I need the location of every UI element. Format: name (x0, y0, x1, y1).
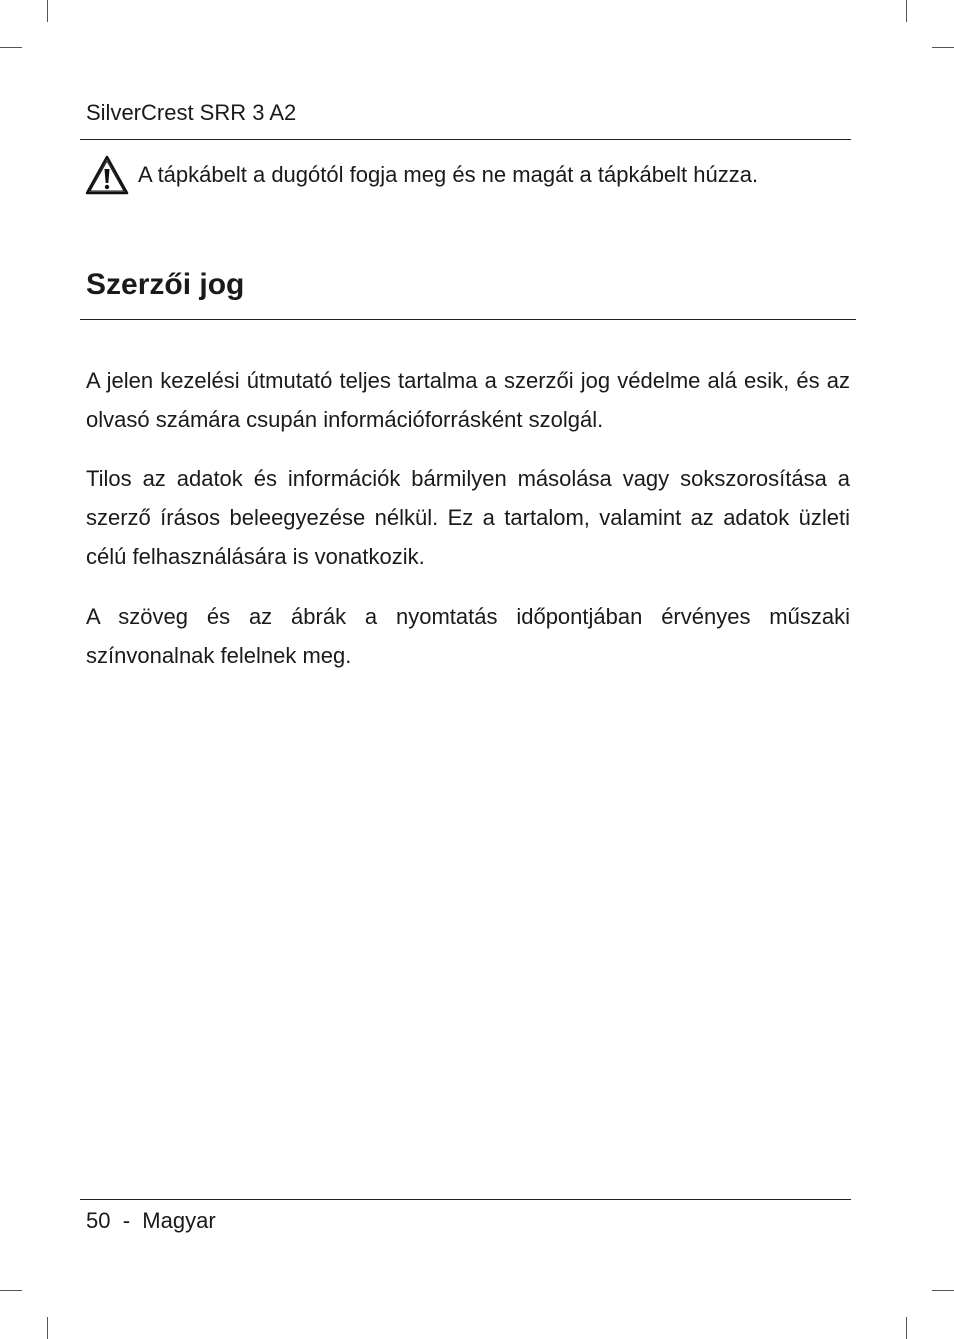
header-rule (80, 139, 851, 140)
footer-rule (80, 1199, 851, 1200)
section-rule (80, 319, 856, 320)
crop-mark (0, 1290, 22, 1291)
warning-notice (84, 154, 758, 196)
page-footer (86, 1208, 216, 1234)
crop-mark (932, 1290, 954, 1291)
crop-mark (47, 1317, 48, 1339)
paragraph: A szöveg és az ábrák a nyomtatás időpontjában érvényes műszaki színvonalnak felelnek meg. (86, 604, 850, 668)
warning-triangle-icon (84, 154, 130, 196)
header-product-name: SilverCrest SRR 3 A2 (86, 100, 297, 125)
footer-separator: - (122, 1208, 131, 1233)
crop-mark (906, 0, 907, 22)
warning-text: A tápkábelt a dugótól fogja meg és ne magát a tápkábelt húzza. (138, 162, 759, 187)
crop-mark (0, 47, 22, 48)
footer-language: Magyar (142, 1208, 216, 1233)
crop-mark (906, 1317, 907, 1339)
section-title: Szerzői jog (86, 268, 245, 301)
paragraph: Tilos az adatok és információk bármilyen másolása vagy sokszorosítása a szerző írásos beleegyezése nélkül. Ez a tartalom, valamint az adatok üzleti célú felhasználására is vonatkozik. (86, 466, 850, 569)
paragraph: A jelen kezelési útmutató teljes tartalma a szerzői jog védelme alá esik, és az olvasó számára csupán információforrásként szolgál. (86, 368, 850, 432)
page-number: 50 (86, 1208, 111, 1233)
crop-mark (932, 47, 954, 48)
crop-mark (47, 0, 48, 22)
